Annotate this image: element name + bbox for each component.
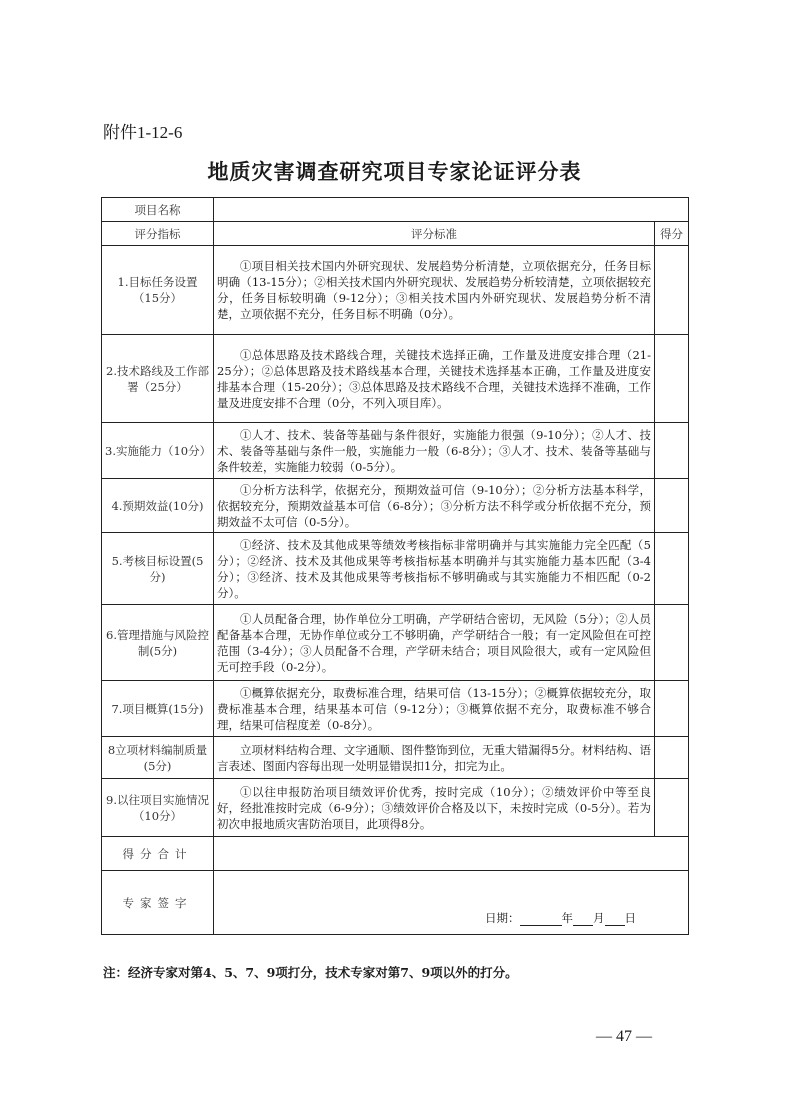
table-row [102, 779, 689, 837]
row-score-cell[interactable] [655, 533, 689, 605]
total-score-field[interactable] [214, 837, 689, 871]
row-criteria: ①项目相关技术国内外研究现状、发展趋势分析清楚，立项依据充分，任务目标明确（13-15分）；②相关技术国内外研究现状、发展趋势分析较清楚，立项依据较充分，任务目标较明确（9-12分）；③相关技术国内外研究现状、发展趋势分析不清楚，立项依据不充分，任务目标不明确（0分）。 [214, 246, 655, 335]
total-label: 得分合计 [102, 837, 214, 871]
attachment-label: 附件1-12-6 [103, 123, 183, 142]
day-blank[interactable] [605, 913, 625, 926]
row-indicator: 5.考核目标设置(5分) [102, 533, 214, 605]
row-criteria: 立项材料结构合理、文字通顺、图件整饰到位，无重大错漏得5分。材料结构、语言表述、图面内容每出现一处明显错误扣1分，扣完为止。 [214, 737, 655, 779]
page-title: 地质灾害调查研究项目专家论证评分表 [207, 159, 582, 184]
row-criteria: ①分析方法科学，依据充分，预期效益可信（9-10分）；②分析方法基本科学，依据较充分，预期效益基本可信（6-8分）；③分析方法不科学或分析依据不充分，预期效益不太可信（0-5分）。 [214, 479, 655, 533]
signature-field[interactable] [214, 871, 689, 935]
table-row [102, 605, 689, 681]
header-row [102, 222, 689, 246]
month-blank[interactable] [573, 913, 593, 926]
row-indicator: 6.管理措施与风险控制(5分) [102, 605, 214, 681]
row-score-cell[interactable] [655, 246, 689, 335]
table-row [102, 423, 689, 479]
signature-label: 专家签字 [102, 871, 214, 935]
row-score-cell[interactable] [655, 423, 689, 479]
row-score-cell[interactable] [655, 479, 689, 533]
row-indicator: 2.技术路线及工作部署（25分） [102, 335, 214, 423]
date-label: 日期： [485, 911, 520, 925]
row-indicator: 8立项材料编制质量(5分) [102, 737, 214, 779]
row-indicator: 4.预期效益(10分) [102, 479, 214, 533]
row-indicator: 7.项目概算(15分) [102, 681, 214, 737]
row-indicator: 1.目标任务设置（15分） [102, 246, 214, 335]
footnote: 注：经济专家对第4、5、7、9项打分，技术专家对第7、9项以外的打分。 [103, 965, 518, 980]
row-indicator: 9.以往项目实施情况（10分） [102, 779, 214, 837]
row-criteria: ①总体思路及技术路线合理，关键技术选择正确，工作量及进度安排合理（21-25分）；②总体思路及技术路线基本合理，关键技术选择基本正确，工作量及进度安排基本合理（15-20分）；③总体思路及技术路线不合理，关键技术选择不准确，工作量及进度安排不合理（0分，不列入项目库）。 [214, 335, 655, 423]
row-score-cell[interactable] [655, 335, 689, 423]
table-row [102, 335, 689, 423]
row-criteria: ①以往申报防治项目绩效评价优秀，按时完成（10分）；②绩效评价中等至良好，经批准按时完成（6-9分）；③绩效评价合格及以下，未按时完成（0-5分）。若为初次申报地质灾害防治项目，此项得8分。 [214, 779, 655, 837]
scoring-table [101, 197, 689, 935]
row-criteria: ①人才、技术、装备等基础与条件很好，实施能力很强（9-10分）；②人才、技术、装备等基础与条件一般，实施能力一般（6-8分）；③人才、技术、装备等基础与条件较差，实施能力较弱（0-5分）。 [214, 423, 655, 479]
header-score: 得分 [655, 222, 689, 246]
project-name-row [102, 198, 689, 222]
row-score-cell[interactable] [655, 605, 689, 681]
table-row [102, 479, 689, 533]
row-score-cell[interactable] [655, 737, 689, 779]
table-row [102, 737, 689, 779]
page-number: — 47 — [596, 1028, 652, 1045]
year-blank[interactable] [520, 913, 562, 926]
table-row [102, 246, 689, 335]
row-score-cell[interactable] [655, 681, 689, 737]
header-indicator: 评分指标 [102, 222, 214, 246]
date-year: 年 [561, 911, 573, 925]
row-score-cell[interactable] [655, 779, 689, 837]
row-criteria: ①经济、技术及其他成果等绩效考核指标非常明确并与其实施能力完全匹配（5分）；②经济、技术及其他成果等考核指标基本明确并与其实施能力基本匹配（3-4分）；③经济、技术及其他成果等考核指标不够明确或与其实施能力不相匹配（0-2分）。 [214, 533, 655, 605]
project-name-field[interactable] [214, 198, 689, 222]
header-criteria: 评分标准 [214, 222, 655, 246]
total-row [102, 837, 689, 871]
table-row [102, 533, 689, 605]
row-criteria: ①概算依据充分，取费标准合理，结果可信（13-15分）；②概算依据较充分，取费标准基本合理，结果基本可信（9-12分）；③概算依据不充分，取费标准不够合理，结果可信程度差（0-8分）。 [214, 681, 655, 737]
row-indicator: 3.实施能力（10分） [102, 423, 214, 479]
signature-row [102, 871, 689, 935]
project-name-label: 项目名称 [102, 198, 214, 222]
date-day: 日 [624, 911, 636, 925]
row-criteria: ①人员配备合理，协作单位分工明确，产学研结合密切，无风险（5分）；②人员配备基本合理，无协作单位或分工不够明确，产学研结合一般；有一定风险但在可控范围（3-4分）；③人员配备不合理，产学研未结合；项目风险很大，或有一定风险但无可控手段（0-2分）。 [214, 605, 655, 681]
date-month: 月 [593, 911, 605, 925]
table-row [102, 681, 689, 737]
